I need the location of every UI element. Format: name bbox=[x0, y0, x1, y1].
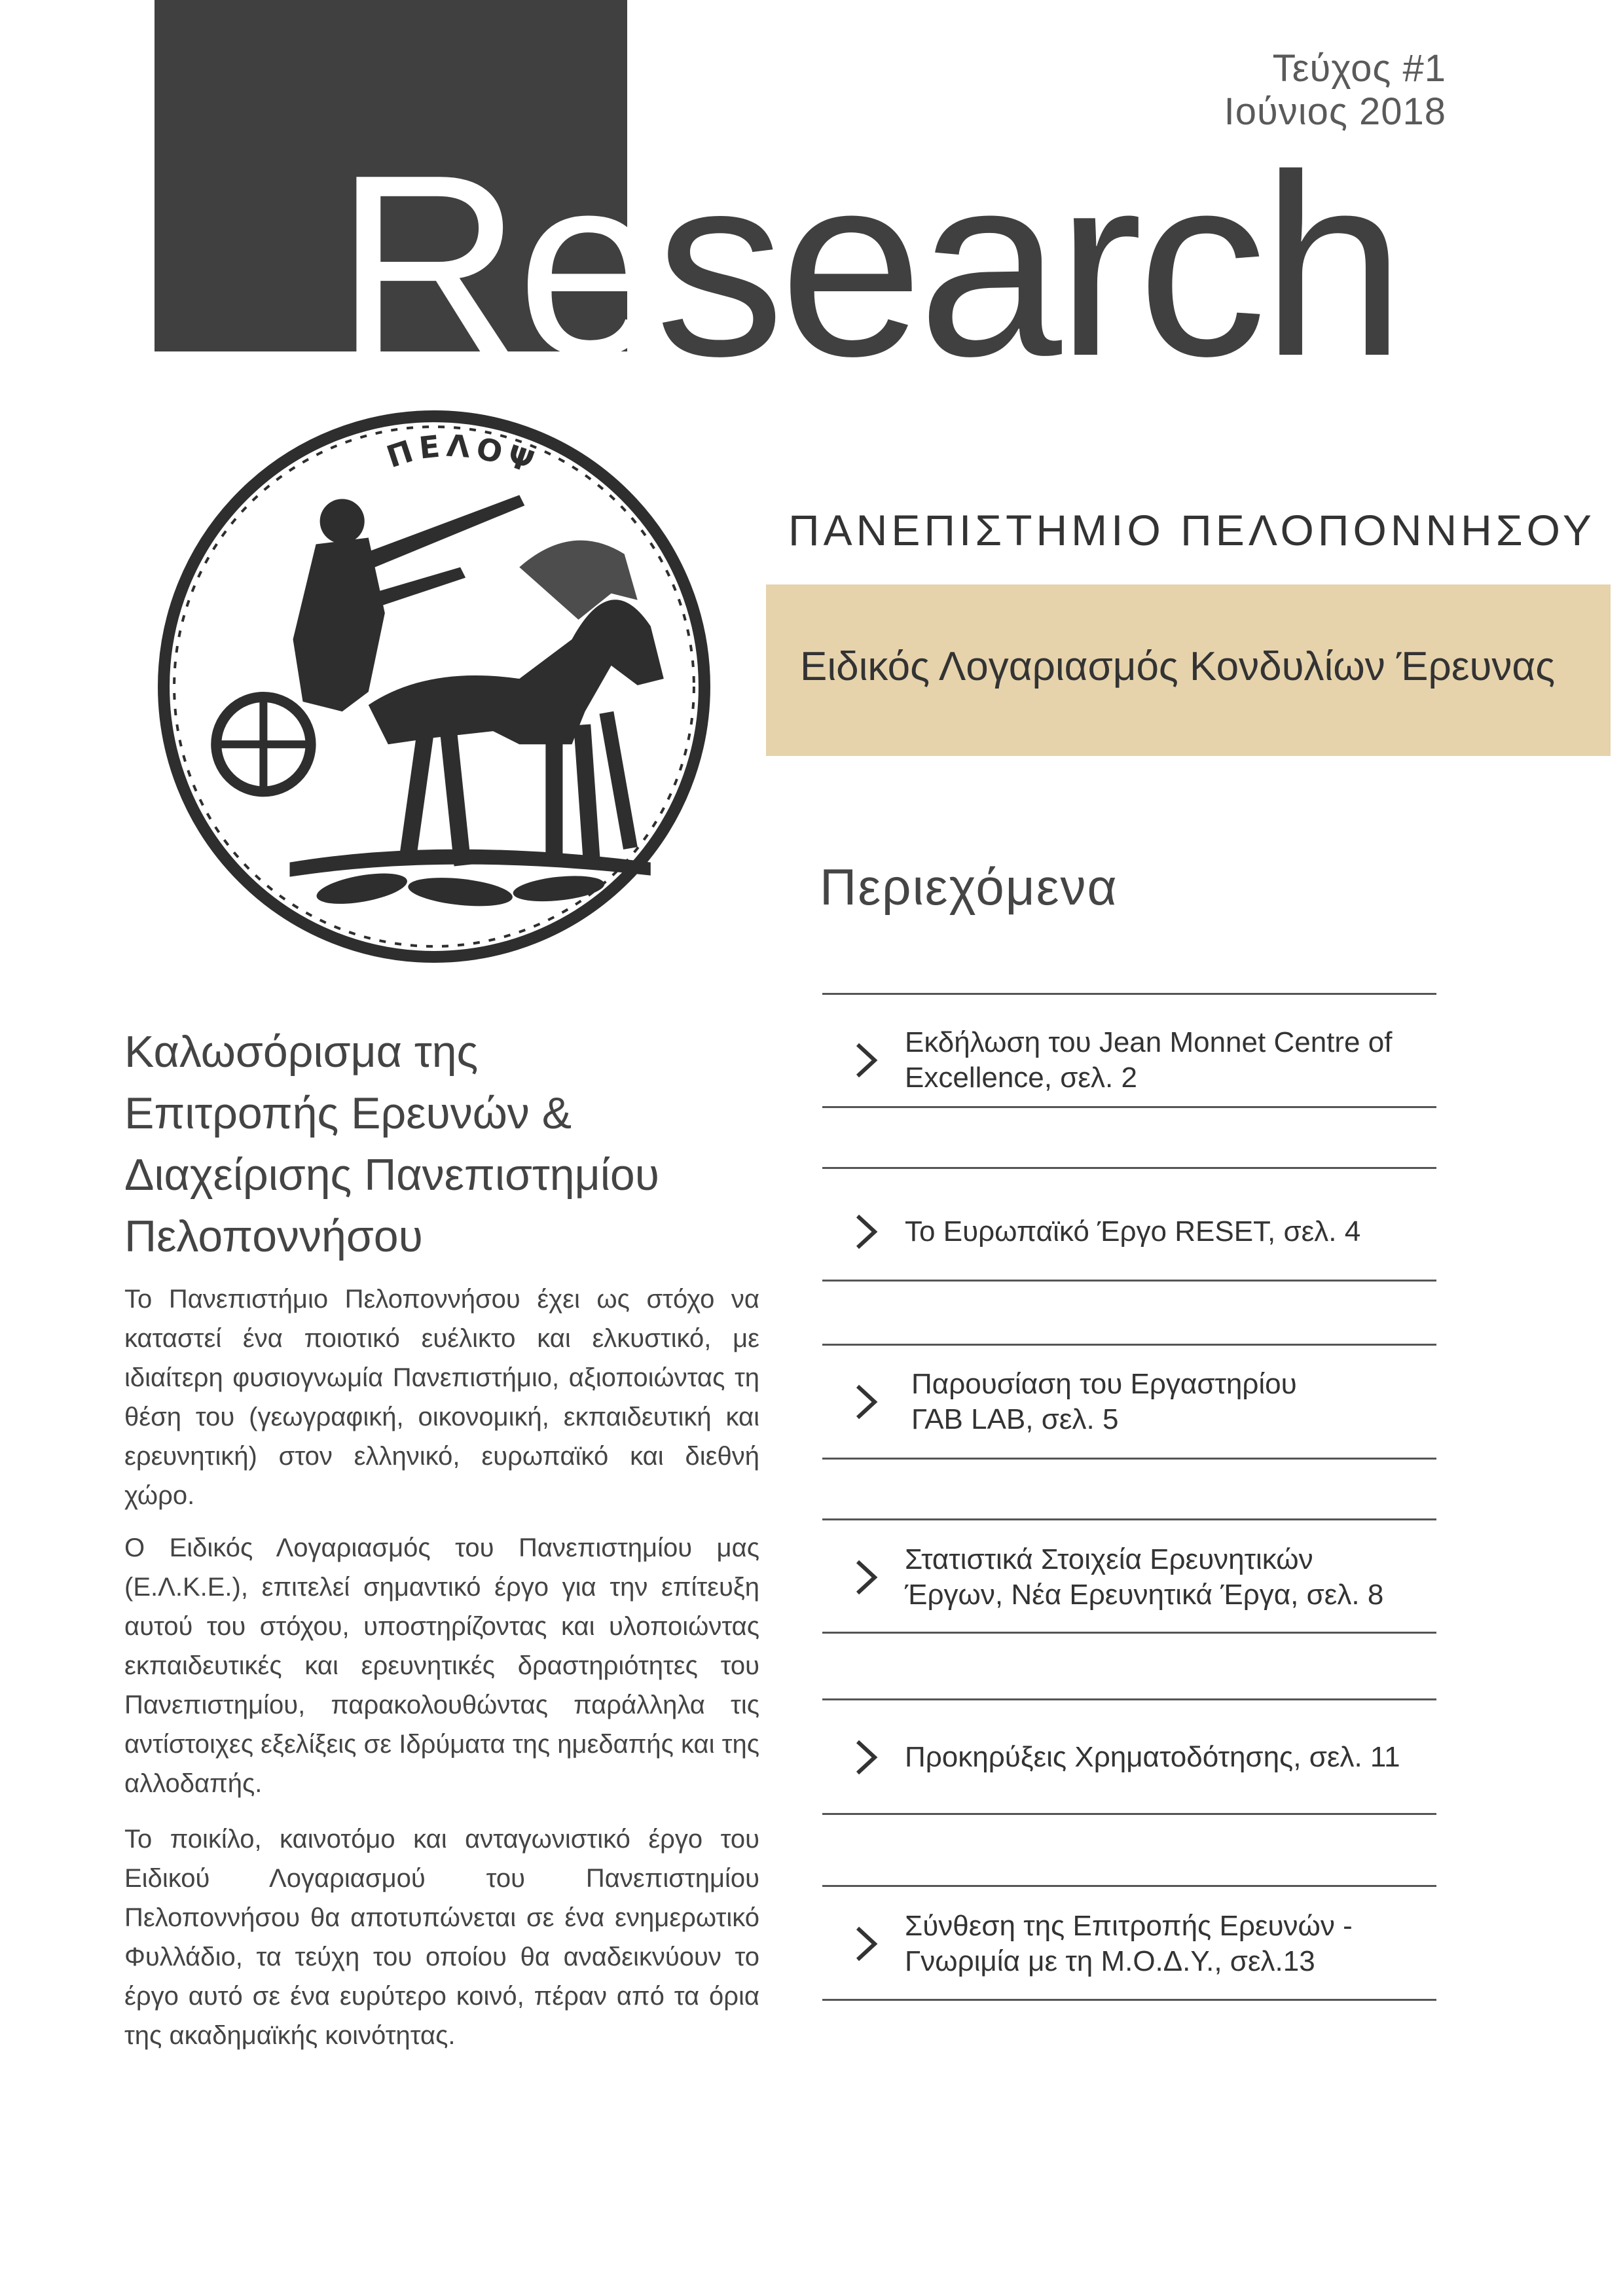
coin-inscription: ΠΕΛΟΨ bbox=[382, 427, 543, 482]
contents-divider bbox=[822, 1518, 1436, 1520]
contents-divider bbox=[822, 1999, 1436, 2001]
welcome-title-line: Επιτροπής Ερευνών & bbox=[124, 1088, 572, 1138]
contents-divider bbox=[822, 1344, 1436, 1346]
welcome-title bbox=[124, 1021, 779, 1267]
contents-item-text: Γνωριμία με τη Μ.Ο.Δ.Υ., σελ.13 bbox=[905, 1945, 1315, 1977]
welcome-title-line: Πελοποννήσου bbox=[124, 1211, 423, 1261]
university-name: ΠΑΝΕΠΙΣΤΗΜΙΟ ΠΕΛΟΠΟΝΝΗΣΟΥ bbox=[788, 506, 1596, 554]
contents-item-text: Excellence, σελ. 2 bbox=[905, 1062, 1137, 1094]
issue-number: Τεύχος #1 bbox=[1272, 47, 1446, 90]
welcome-paragraph: Το ποικίλο, καινοτόμο και ανταγωνιστικό έργο του Ειδικού Λογαριασμού του Πανεπιστημίου Πελοποννήσου θα αποτυπώνεται σε ένα ενημερωτικό Φυλλάδιο, τα τεύχη του οποίου θα αναδεικνύουν το έργο αυτό σε ένα ευρύτερο κοινό, πέραν από τα όρια της ακαδημαϊκής κοινότητας. bbox=[124, 1825, 759, 2050]
chevron-right-icon bbox=[852, 1924, 881, 1964]
welcome-paragraph: Ο Ειδικός Λογαριασμός του Πανεπιστημίου μας (Ε.Λ.Κ.Ε.), επιτελεί σημαντικό έργο για την επίτευξη αυτού του στόχου, υποστηρίζοντας και υλοποιώντας εκπαιδευτικές και ερευνητικές δραστηριότητες του Πανεπιστημίου, παρακολουθώντας παράλληλα τις αντίστοιχες εξελίξεις σε Ιδρύματα της ημεδαπής και της αλλοδαπής. bbox=[124, 1534, 759, 1798]
contents-item-funding-calls[interactable] bbox=[822, 1718, 1436, 1797]
contents-item-text: Παρουσίαση του Εργαστηρίου bbox=[911, 1368, 1297, 1400]
university-coin-logo bbox=[152, 403, 716, 967]
contents-divider bbox=[822, 993, 1436, 995]
welcome-title-line: Διαχείρισης Πανεπιστημίου bbox=[124, 1150, 659, 1200]
chariot-wheel bbox=[216, 697, 310, 791]
contents-title: Περιεχόμενα bbox=[820, 858, 1118, 916]
contents-item-gab-lab[interactable] bbox=[822, 1363, 1436, 1441]
contents-item-text: Στατιστικά Στοιχεία Ερευνητικών bbox=[905, 1543, 1313, 1575]
contents-item-reset[interactable] bbox=[822, 1193, 1436, 1271]
chevron-right-icon bbox=[852, 1212, 881, 1251]
title-part-search: search bbox=[655, 120, 1400, 410]
contents-item-text: Προκηρύξεις Χρηματοδότησης, σελ. 11 bbox=[905, 1741, 1400, 1773]
contents-item-text: Το Ευρωπαϊκό Έργο RESET, σελ. 4 bbox=[905, 1215, 1361, 1247]
contents-item-text: ΓΑΒ LAB, σελ. 5 bbox=[911, 1403, 1119, 1435]
contents-divider bbox=[822, 1698, 1436, 1700]
contents-divider bbox=[822, 1458, 1436, 1460]
contents-item-statistics[interactable] bbox=[822, 1538, 1436, 1617]
contents-item-text: Σύνθεση της Επιτροπής Ερευνών - bbox=[905, 1910, 1353, 1942]
title-part-re: Re bbox=[335, 120, 655, 410]
welcome-title-line: Καλωσόρισμα της bbox=[124, 1027, 479, 1077]
contents-item-research-committee[interactable] bbox=[822, 1905, 1436, 1983]
contents-item-jean-monnet[interactable] bbox=[822, 1021, 1436, 1100]
contents-divider bbox=[822, 1632, 1436, 1634]
contents-divider bbox=[822, 1885, 1436, 1887]
issue-date: Ιούνιος 2018 bbox=[1224, 90, 1446, 133]
contents-divider bbox=[822, 1106, 1436, 1108]
contents-item-text: Εκδήλωση του Jean Monnet Centre of bbox=[905, 1026, 1393, 1058]
contents-divider bbox=[822, 1813, 1436, 1815]
chevron-right-icon bbox=[852, 1382, 881, 1422]
chevron-right-icon bbox=[852, 1558, 881, 1597]
newsletter-title bbox=[335, 120, 1400, 410]
contents-item-text: Έργων, Νέα Ερευνητικά Έργα, σελ. 8 bbox=[905, 1579, 1384, 1611]
department-name: Ειδικός Λογαριασμός Κονδυλίων Έρευνας bbox=[800, 644, 1556, 689]
welcome-paragraph: Το Πανεπιστήμιο Πελοποννήσου έχει ως στόχο να καταστεί ένα ποιοτικό ευέλικτο και ελκυστικό, με ιδιαίτερη φυσιογνωμία Πανεπιστήμιο, αξιοποιώντας τη θέση του (γεωγραφική, οικονομική, εκπαιδευτική και ερευνητική) στον ελληνικό, ευρωπαϊκό και διεθνή χώρο. bbox=[124, 1285, 759, 1510]
contents-divider bbox=[822, 1280, 1436, 1282]
chevron-right-icon bbox=[852, 1041, 881, 1080]
chevron-right-icon bbox=[852, 1738, 881, 1777]
contents-divider bbox=[822, 1167, 1436, 1169]
